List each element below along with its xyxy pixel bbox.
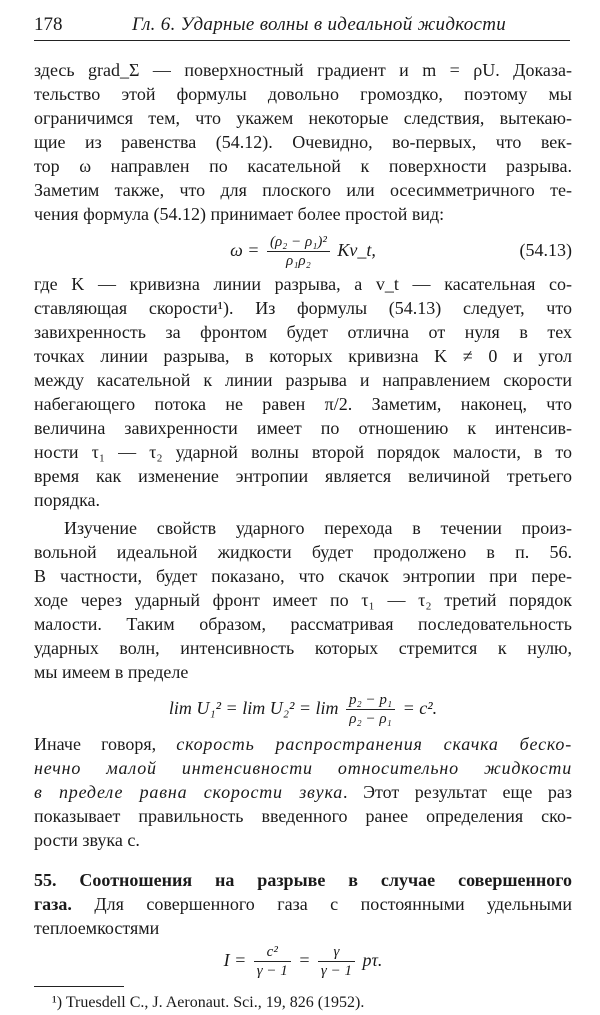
text-line: малости. Таким образом, рассматривая последовательность — [34, 614, 572, 634]
text-line: Заметим также, что для плоского или осесимметричного те- — [34, 180, 572, 200]
fraction-denominator: γ − 1 — [320, 963, 352, 980]
footnote-divider — [34, 986, 124, 987]
fraction — [254, 944, 291, 979]
fraction — [346, 692, 395, 727]
text-line: где K — кривизна линии разрыва, а v_t — касательная со- — [34, 274, 572, 294]
enthalpy-equation — [34, 940, 572, 980]
text-line: теплоемкостями — [34, 918, 160, 938]
fraction-denominator: γ − 1 — [256, 963, 288, 980]
text-plain: Для совершенного газа с постоянными удельными — [71, 894, 572, 914]
equation-number: (54.13) — [519, 240, 572, 260]
text-line-emphasis: нечно малой интенсивности относительно жидкости — [34, 758, 572, 778]
text-line: завихренность за фронтом будет отлична от нуля в тех — [34, 322, 572, 342]
text-plain: . Этот результат еще раз — [343, 782, 572, 802]
fraction-numerator: c² — [254, 944, 291, 962]
text-line: ограничимся тем, что укажем некоторые следствия, вытекаю- — [34, 108, 572, 128]
page-header — [34, 14, 570, 41]
fraction — [318, 944, 355, 979]
text-line: щие из равенства (54.12). Очевидно, во-первых, что век- — [34, 132, 572, 152]
text-line: точках линии разрыва, в которых кривизна K ≠ 0 и угол — [34, 346, 572, 366]
text-line — [34, 892, 572, 916]
text-line: ходе через ударный фронт имеет по τ₁ — τ₂ третий порядок — [34, 590, 572, 610]
equation-lhs: lim U₁² = lim U₂² = lim — [168, 698, 339, 718]
text-line: В частности, будет показано, что скачок энтропии при пере- — [34, 566, 572, 586]
fraction-numerator: p₂ − p₁ — [346, 692, 395, 710]
footnote: ¹) Truesdell C., J. Aeronaut. Sci., 19, 826 (1952). — [52, 994, 365, 1011]
section-heading: 55. Соотношения на разрыве в случае совершенного — [34, 870, 572, 890]
page-number: 178 — [34, 14, 63, 35]
fraction — [267, 234, 330, 269]
text-line: здесь grad_Σ — поверхностный градиент и m = ρU. Доказа- — [34, 60, 572, 80]
text-line: ности τ₁ — τ₂ ударной волны второй порядок малости, в то — [34, 442, 572, 462]
equation-rhs: = c². — [402, 698, 438, 718]
text-line: набегающего потока не равен π/2. Заметим, наконец, что — [34, 394, 572, 414]
equation-lhs: I = — [223, 950, 247, 970]
running-title: Гл. 6. Ударные волны в идеальной жидкости — [132, 14, 507, 35]
main-text — [34, 58, 572, 1015]
text-emphasis: скорость распространения скачка беско- — [176, 734, 572, 754]
limit-equation — [34, 686, 572, 730]
text-line: между касательной к линии разрыва и направлением скорости — [34, 370, 572, 390]
text-line: тельство этой формулы довольно громоздко, поэтому мы — [34, 84, 572, 104]
equation-rhs: Kv_t, — [337, 240, 376, 260]
text-line: чения формула (54.12) принимает более простой вид: — [34, 204, 445, 224]
section-heading-end: газа. — [34, 894, 72, 914]
text-line: мы имеем в пределе — [34, 662, 189, 682]
fraction-numerator: (ρ₂ − ρ₁)² — [267, 234, 330, 252]
text-line: величина завихренности имеет по отношению к интенсив- — [34, 418, 572, 438]
text-line: рости звука c. — [34, 830, 140, 850]
text-line: ставляющая скорости¹). Из формулы (54.13) следует, что — [34, 298, 572, 318]
fraction-denominator: ρ₁ρ₂ — [286, 253, 311, 270]
text-plain: Иначе говоря, — [34, 734, 177, 754]
text-line: время как изменение энтропии является величиной третьего — [34, 466, 572, 486]
text-line: Изучение свойств ударного перехода в течении произ- — [64, 518, 572, 538]
text-line — [34, 732, 572, 756]
equals-sign: = — [298, 950, 311, 970]
text-line: вольной идеальной жидкости будет продолжено в п. 56. — [34, 542, 572, 562]
text-line: ударных волн, интенсивность которых стремится к нулю, — [34, 638, 572, 658]
fraction-numerator: γ — [318, 944, 355, 962]
fraction-denominator: ρ₂ − ρ₁ — [349, 711, 392, 728]
text-emphasis: в пределе равна скорости звука — [34, 782, 344, 802]
text-line: порядка. — [34, 490, 101, 510]
text-line: тор ω направлен по касательной к поверхности разрыва. — [34, 156, 572, 176]
equation-lhs: ω = — [230, 240, 260, 260]
equation-rhs: pτ. — [362, 950, 383, 970]
text-line — [34, 780, 572, 804]
equation-54-13 — [34, 228, 572, 272]
text-line: показывает правильность введенного ранее определения ско- — [34, 806, 572, 826]
